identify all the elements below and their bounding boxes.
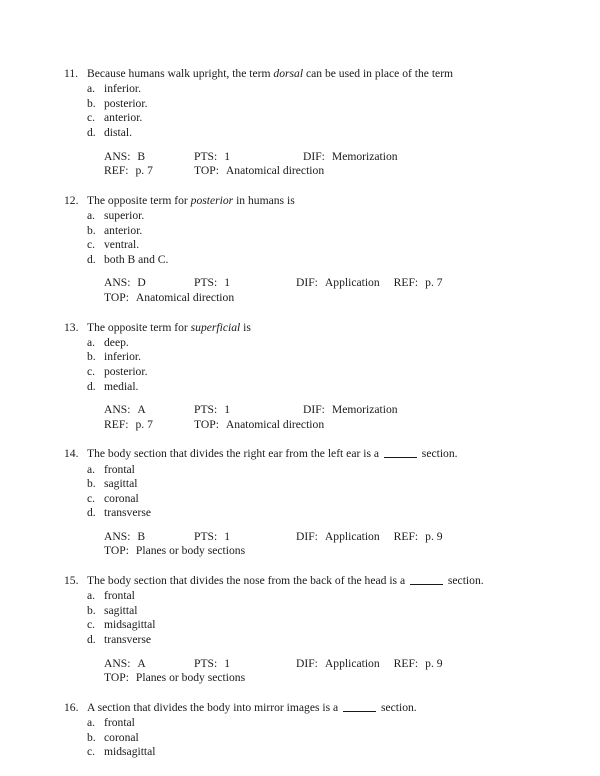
option-text: coronal	[104, 491, 139, 505]
option-letter: a.	[87, 208, 96, 222]
question-text	[87, 573, 544, 588]
option-letter: c.	[87, 111, 96, 125]
reference-value: p. 7	[135, 164, 153, 178]
question-text-trailing: section.	[378, 700, 417, 714]
option-text: frontal	[104, 716, 135, 730]
option-letter: d.	[87, 379, 96, 393]
points-cell	[194, 530, 296, 545]
answer-metadata	[64, 276, 544, 305]
answer-cell	[104, 403, 194, 418]
points-label: PTS:	[194, 529, 218, 543]
difficulty-label: DIF:	[296, 656, 318, 670]
question-stem	[64, 573, 544, 588]
reference-label: REF:	[393, 276, 419, 290]
question-block	[64, 573, 544, 686]
answer-option[interactable]	[64, 209, 544, 224]
topic-value: Anatomical direction	[225, 417, 325, 431]
question-text-trailing: in humans is	[233, 193, 295, 207]
reference-value: p. 9	[425, 529, 443, 543]
question-text	[87, 700, 544, 715]
answer-option[interactable]	[64, 492, 544, 507]
answer-value: D	[137, 276, 146, 290]
metadata-row	[104, 276, 544, 291]
difficulty-value: Memorization	[331, 403, 398, 417]
difficulty-cell	[296, 276, 380, 291]
question-text-trailing: is	[240, 320, 251, 334]
answer-label: ANS:	[104, 656, 131, 670]
question-text-leading: Because humans walk upright, the term	[87, 67, 274, 80]
answer-option[interactable]	[64, 238, 544, 253]
metadata-row	[104, 164, 544, 179]
answer-option[interactable]	[64, 253, 544, 268]
topic-cell	[194, 418, 324, 433]
answer-option[interactable]	[64, 589, 544, 604]
fill-in-blank	[343, 711, 376, 712]
option-letter: b.	[87, 223, 96, 237]
answer-option[interactable]	[64, 97, 544, 112]
option-text: posterior.	[104, 96, 148, 110]
topic-cell	[104, 544, 245, 559]
answer-option[interactable]	[64, 350, 544, 365]
difficulty-label: DIF:	[296, 529, 318, 543]
option-text: posterior.	[104, 364, 148, 378]
emphasized-term: superficial	[190, 320, 241, 334]
topic-cell	[104, 671, 245, 686]
question-list	[64, 66, 544, 760]
fill-in-blank	[384, 457, 417, 458]
question-stem	[64, 193, 544, 208]
difficulty-label: DIF:	[296, 276, 318, 290]
points-label: PTS:	[194, 656, 218, 670]
topic-cell	[194, 164, 324, 179]
topic-value: Planes or body sections	[135, 671, 246, 685]
points-value: 1	[224, 403, 230, 417]
topic-label: TOP:	[194, 417, 219, 431]
answer-option[interactable]	[64, 604, 544, 619]
answer-options	[64, 716, 544, 760]
question-text	[87, 446, 544, 461]
points-value: 1	[224, 656, 230, 670]
option-letter: a.	[87, 589, 96, 603]
question-block	[64, 66, 544, 179]
metadata-row	[104, 544, 544, 559]
topic-value: Anatomical direction	[135, 290, 235, 304]
option-letter: b.	[87, 477, 96, 491]
option-text: anterior.	[104, 223, 143, 237]
answer-option[interactable]	[64, 633, 544, 648]
answer-cell	[104, 657, 194, 672]
question-number: 15.	[64, 574, 79, 588]
question-text-trailing: section.	[445, 574, 484, 588]
answer-cell	[104, 276, 194, 291]
metadata-row	[104, 150, 544, 165]
answer-option[interactable]	[64, 126, 544, 141]
reference-cell	[380, 276, 443, 291]
answer-option[interactable]	[64, 380, 544, 395]
points-cell	[194, 276, 296, 291]
option-letter: a.	[87, 335, 96, 349]
difficulty-value: Memorization	[331, 149, 398, 163]
answer-options	[64, 463, 544, 521]
option-text: transverse	[104, 633, 151, 647]
answer-option[interactable]	[64, 716, 544, 731]
answer-label: ANS:	[104, 403, 131, 417]
answer-metadata	[64, 657, 544, 686]
option-letter: b.	[87, 350, 96, 364]
answer-value: B	[137, 149, 146, 163]
emphasized-term: posterior	[190, 193, 234, 207]
question-block	[64, 446, 544, 559]
reference-value: p. 7	[425, 276, 443, 290]
answer-options	[64, 209, 544, 267]
question-number: 13.	[64, 320, 79, 334]
emphasized-term: dorsal	[273, 67, 304, 80]
answer-cell	[104, 530, 194, 545]
option-text: superior.	[104, 208, 145, 222]
option-letter: c.	[87, 364, 96, 378]
answer-value: A	[137, 403, 146, 417]
answer-value: A	[137, 656, 146, 670]
reference-value: p. 7	[135, 417, 153, 431]
question-text-leading: The opposite term for	[87, 193, 191, 207]
answer-option[interactable]	[64, 477, 544, 492]
difficulty-value: Application	[324, 276, 380, 290]
option-letter: c.	[87, 745, 96, 759]
option-text: deep.	[104, 335, 129, 349]
option-text: frontal	[104, 462, 135, 476]
answer-metadata	[64, 150, 544, 179]
option-text: anterior.	[104, 111, 143, 125]
answer-option[interactable]	[64, 365, 544, 380]
reference-label: REF:	[104, 164, 129, 178]
option-letter: a.	[87, 462, 96, 476]
answer-options	[64, 589, 544, 647]
difficulty-value: Application	[324, 529, 380, 543]
option-letter: d.	[87, 633, 96, 647]
option-text: frontal	[104, 589, 135, 603]
fill-in-blank	[410, 584, 443, 585]
points-value: 1	[224, 149, 230, 163]
answer-label: ANS:	[104, 276, 131, 290]
option-letter: b.	[87, 603, 96, 617]
metadata-row	[104, 418, 544, 433]
option-text: midsagittal	[104, 745, 156, 759]
difficulty-cell	[303, 403, 398, 418]
points-value: 1	[224, 529, 230, 543]
answer-option[interactable]	[64, 336, 544, 351]
option-letter: d.	[87, 252, 96, 266]
difficulty-label: DIF:	[303, 403, 325, 417]
question-stem	[64, 320, 544, 335]
option-letter: c.	[87, 618, 96, 632]
question-text-leading: A section that divides the body into mirror images is a	[87, 700, 342, 714]
points-label: PTS:	[194, 149, 218, 163]
difficulty-label: DIF:	[303, 149, 325, 163]
points-label: PTS:	[194, 403, 218, 417]
reference-value: p. 9	[425, 656, 443, 670]
question-number: 14.	[64, 447, 79, 461]
option-text: inferior.	[104, 82, 142, 96]
metadata-row	[104, 657, 544, 672]
question-number: 16.	[64, 700, 79, 714]
topic-value: Planes or body sections	[135, 544, 246, 558]
option-text: coronal	[104, 730, 139, 744]
question-stem	[64, 446, 544, 461]
question-stem	[64, 66, 544, 81]
option-text: distal.	[104, 125, 133, 139]
difficulty-value: Application	[324, 656, 380, 670]
topic-label: TOP:	[104, 544, 129, 558]
question-block	[64, 700, 544, 760]
answer-option[interactable]	[64, 463, 544, 478]
answer-label: ANS:	[104, 529, 131, 543]
answer-option[interactable]	[64, 618, 544, 633]
answer-option[interactable]	[64, 111, 544, 126]
points-cell	[194, 657, 296, 672]
question-stem	[64, 700, 544, 715]
points-cell	[194, 403, 303, 418]
answer-option[interactable]	[64, 224, 544, 239]
question-text-leading: The body section that divides the right ear from the left ear is a	[87, 447, 382, 461]
option-text: sagittal	[104, 603, 138, 617]
points-label: PTS:	[194, 276, 218, 290]
question-text-leading: The body section that divides the nose from the back of the head is a	[87, 574, 408, 588]
metadata-row	[104, 530, 544, 545]
metadata-row	[104, 291, 544, 306]
option-letter: c.	[87, 238, 96, 252]
answer-options	[64, 82, 544, 140]
points-cell	[194, 150, 303, 165]
reference-cell	[380, 657, 443, 672]
option-text: both B and C.	[104, 252, 169, 266]
answer-option[interactable]	[64, 731, 544, 746]
reference-cell	[104, 418, 194, 433]
option-text: inferior.	[104, 350, 142, 364]
question-block	[64, 320, 544, 433]
answer-value: B	[137, 529, 146, 543]
answer-option[interactable]	[64, 745, 544, 760]
question-text-leading: The opposite term for	[87, 320, 191, 334]
option-letter: c.	[87, 491, 96, 505]
topic-label: TOP:	[104, 290, 129, 304]
option-letter: b.	[87, 730, 96, 744]
reference-cell	[104, 164, 194, 179]
question-text	[87, 320, 544, 335]
answer-label: ANS:	[104, 149, 131, 163]
option-letter: a.	[87, 716, 96, 730]
metadata-row	[104, 403, 544, 418]
question-text-trailing: can be used in place of the term	[303, 67, 454, 80]
answer-options	[64, 336, 544, 394]
question-block	[64, 193, 544, 306]
option-text: medial.	[104, 379, 139, 393]
option-letter: b.	[87, 96, 96, 110]
question-number: 12.	[64, 193, 79, 207]
option-letter: a.	[87, 82, 96, 96]
difficulty-cell	[296, 530, 380, 545]
option-text: sagittal	[104, 477, 138, 491]
option-letter: d.	[87, 506, 96, 520]
answer-option[interactable]	[64, 82, 544, 97]
option-text: transverse	[104, 506, 151, 520]
option-text: midsagittal	[104, 618, 156, 632]
reference-label: REF:	[104, 417, 129, 431]
answer-cell	[104, 150, 194, 165]
difficulty-cell	[303, 150, 398, 165]
question-text	[87, 193, 544, 208]
reference-label: REF:	[393, 656, 419, 670]
difficulty-cell	[296, 657, 380, 672]
answer-option[interactable]	[64, 506, 544, 521]
topic-label: TOP:	[104, 671, 129, 685]
answer-metadata	[64, 403, 544, 432]
topic-label: TOP:	[194, 164, 219, 178]
question-text	[87, 66, 544, 81]
topic-value: Anatomical direction	[225, 164, 325, 178]
metadata-row	[104, 671, 544, 686]
question-text-trailing: section.	[418, 447, 458, 461]
reference-label: REF:	[393, 529, 419, 543]
points-value: 1	[224, 276, 230, 290]
option-text: ventral.	[104, 238, 140, 252]
reference-cell	[380, 530, 443, 545]
option-letter: d.	[87, 125, 96, 139]
answer-metadata	[64, 530, 544, 559]
topic-cell	[104, 291, 234, 306]
question-number: 11.	[64, 67, 79, 80]
